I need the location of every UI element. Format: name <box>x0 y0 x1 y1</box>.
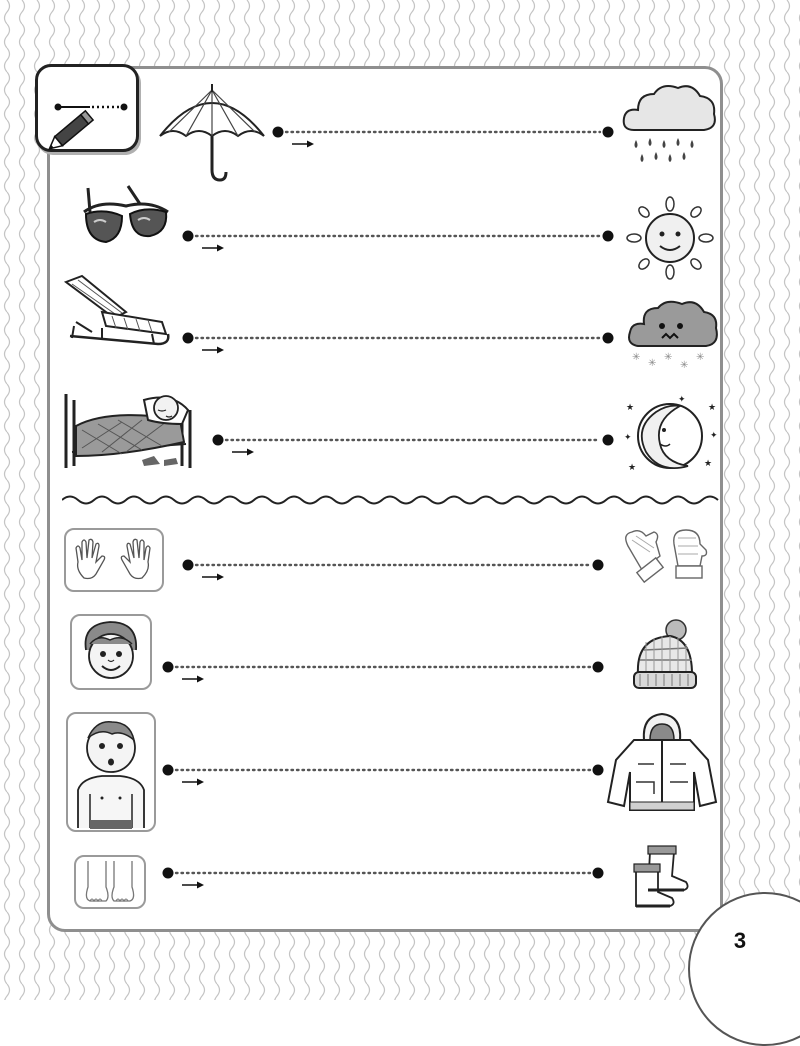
trace-line-4[interactable] <box>210 432 620 462</box>
svg-text:✳: ✳ <box>664 352 673 363</box>
sunglasses-icon <box>80 182 172 248</box>
svg-text:✳: ✳ <box>680 360 689 371</box>
trace-line-8[interactable] <box>160 865 610 895</box>
umbrella-icon <box>156 80 268 184</box>
bare-feet-frame <box>74 855 146 909</box>
trace-line-2[interactable] <box>180 228 620 258</box>
moon-and-stars-icon <box>624 394 718 478</box>
svg-text:✦: ✦ <box>624 433 632 443</box>
svg-text:✳: ✳ <box>648 358 657 369</box>
snow-cloud-icon <box>626 296 718 374</box>
pencil-trace-icon <box>38 67 142 155</box>
child-sleeping-in-bed-icon <box>62 386 198 472</box>
trace-line-5[interactable] <box>180 557 610 587</box>
instruction-box <box>35 64 139 152</box>
svg-text:★: ★ <box>704 459 713 469</box>
svg-text:✦: ✦ <box>710 431 718 441</box>
knit-hat-icon <box>630 618 700 692</box>
sled-icon <box>62 272 174 356</box>
trace-line-3[interactable] <box>180 330 620 360</box>
hands-frame <box>64 528 164 592</box>
trace-line-7[interactable] <box>160 762 610 792</box>
hands-icon <box>66 530 162 590</box>
boy-torso-icon <box>68 714 154 830</box>
sun-icon <box>626 196 714 280</box>
bare-feet-icon <box>76 857 144 907</box>
hooded-jacket-icon <box>604 710 720 814</box>
boy-head-icon <box>72 616 150 688</box>
page-number: 3 <box>733 928 747 953</box>
boy-head-frame <box>70 614 152 690</box>
svg-text:✳: ✳ <box>632 352 641 363</box>
section-divider <box>62 490 720 510</box>
boots-icon <box>628 842 698 914</box>
svg-text:✳: ✳ <box>696 352 705 363</box>
mittens-icon <box>620 526 714 584</box>
trace-line-1[interactable] <box>270 124 620 154</box>
trace-line-6[interactable] <box>160 659 610 689</box>
svg-text:★: ★ <box>626 403 635 413</box>
svg-text:★: ★ <box>708 403 717 413</box>
svg-text:★: ★ <box>628 463 637 473</box>
rain-cloud-icon <box>620 80 718 172</box>
svg-text:✦: ✦ <box>678 395 686 405</box>
boy-torso-frame <box>66 712 156 832</box>
